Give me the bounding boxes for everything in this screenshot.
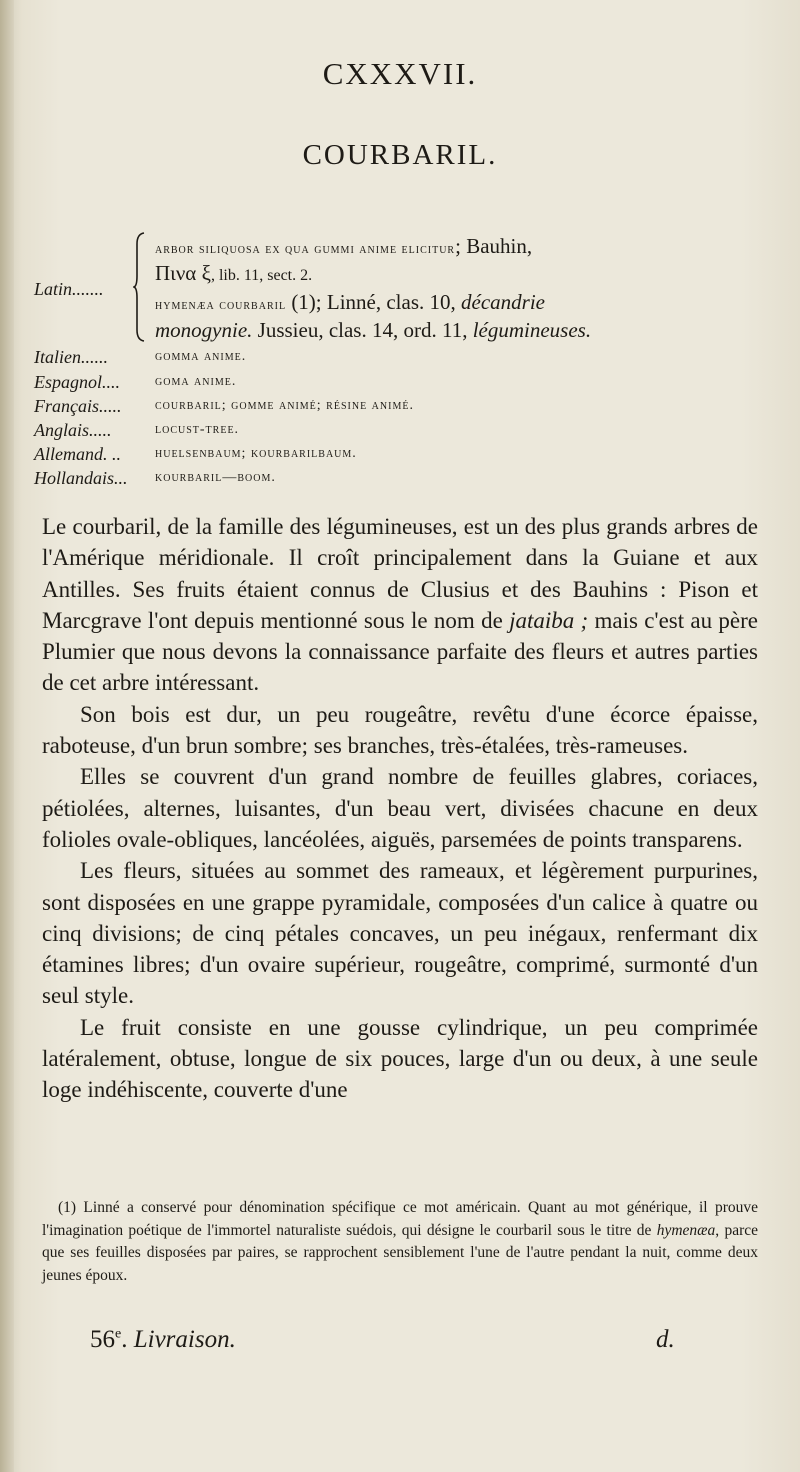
brace-icon <box>133 232 145 342</box>
lang-value-espagnol: goma anime. <box>155 374 237 389</box>
latin-name-line-2: Πινα ξ, lib. 11, sect. 2. <box>155 261 313 285</box>
lang-label-latin: Latin....... <box>34 279 104 299</box>
lang-value-allemand: huelsenbaum; kourbarilbaum. <box>155 446 357 461</box>
page-gutter <box>0 0 14 1472</box>
paragraph: Elles se couvrent d'un grand nombre de feuilles glabres, coriaces, pétiolées, alternes, luisantes, d'un beau vert, divisées chacune en deux folioles ovale-obliques, lancéolées, aiguës, parsemées de points transparens. <box>42 764 758 852</box>
main-text <box>42 511 758 1106</box>
lang-value-francais: courbaril; gomme animé; résine animé. <box>155 398 414 413</box>
lang-label-hollandais: Hollandais... <box>34 468 128 488</box>
livraison-marker: 56e. Livraison. <box>90 1326 236 1353</box>
latin-name-line-4: monogynie. Jussieu, clas. 14, ord. 11, légumineuses. <box>155 318 592 342</box>
paragraph: Les fleurs, situées au sommet des rameaux, et légèrement purpurines, sont disposées en une grappe pyramidale, composées d'un calice à quatre ou cinq divisions; de cinq pétales concaves, un peu inégaux, renfermant dix étamines libres; d'un ovaire supérieur, rougeâtre, comprimé, surmonté d'un seul style. <box>42 858 758 1009</box>
lang-label-italien: Italien...... <box>34 347 108 367</box>
lang-label-anglais: Anglais..... <box>34 420 112 440</box>
footnote <box>42 1197 758 1287</box>
paragraph: Le fruit consiste en une gousse cylindrique, un peu comprimée latéralement, obtuse, longue de six pouces, large d'un ou deux, à une seule loge indéhiscente, couverte d'une <box>42 1014 758 1103</box>
lang-value-italien: gomma anime. <box>155 349 247 364</box>
footnote-text: (1) Linné a conservé pour dénomination spécifique ce mot américain. Quant au mot générique, il prouve l'imagination poétique de l'immortel naturaliste suédois, qui désigne le courbaril sous le titre de hymenæa, parce que ses feuilles disposées par paires, se rapprochent sensiblement l'une de l'autre pendant la nuit, comme deux jeunes époux. <box>42 1199 758 1284</box>
lang-label-espagnol: Espagnol.... <box>34 372 121 392</box>
latin-name-line-3: hymenæa courbaril (1); Linné, clas. 10, décandrie <box>155 290 545 314</box>
lang-value-anglais: locust-tree. <box>155 422 240 437</box>
latin-name-line-1: arbor siliquosa ex qua gummi anime elicitur; Bauhin, <box>155 234 533 258</box>
paragraph: Le courbaril, de la famille des légumineuses, est un des plus grands arbres de l'Amérique méridionale. Il croît principalement dans la Guiane et aux Antilles. Ses fruits étaient connus de Clusius et des Bauhins : Pison et Marcgrave l'ont depuis mentionné sous le nom de jataiba ; mais c'est au père Plumier que nous devons la connaissance parfaite des fleurs et autres parties de cet arbre intéressant. <box>42 514 758 696</box>
lang-value-hollandais: kourbaril—boom. <box>155 470 276 485</box>
page-number: CXXXVII. <box>322 56 478 91</box>
lang-label-francais: Français..... <box>34 396 122 416</box>
paragraph: Son bois est dur, un peu rougeâtre, revêtu d'une écorce épaisse, raboteuse, d'un brun sombre; ses branches, très-étalées, très-rameuses. <box>42 701 758 759</box>
signature-mark: d. <box>656 1326 675 1353</box>
page-title: COURBARIL. <box>302 139 498 171</box>
lang-label-allemand: Allemand. .. <box>34 444 121 464</box>
